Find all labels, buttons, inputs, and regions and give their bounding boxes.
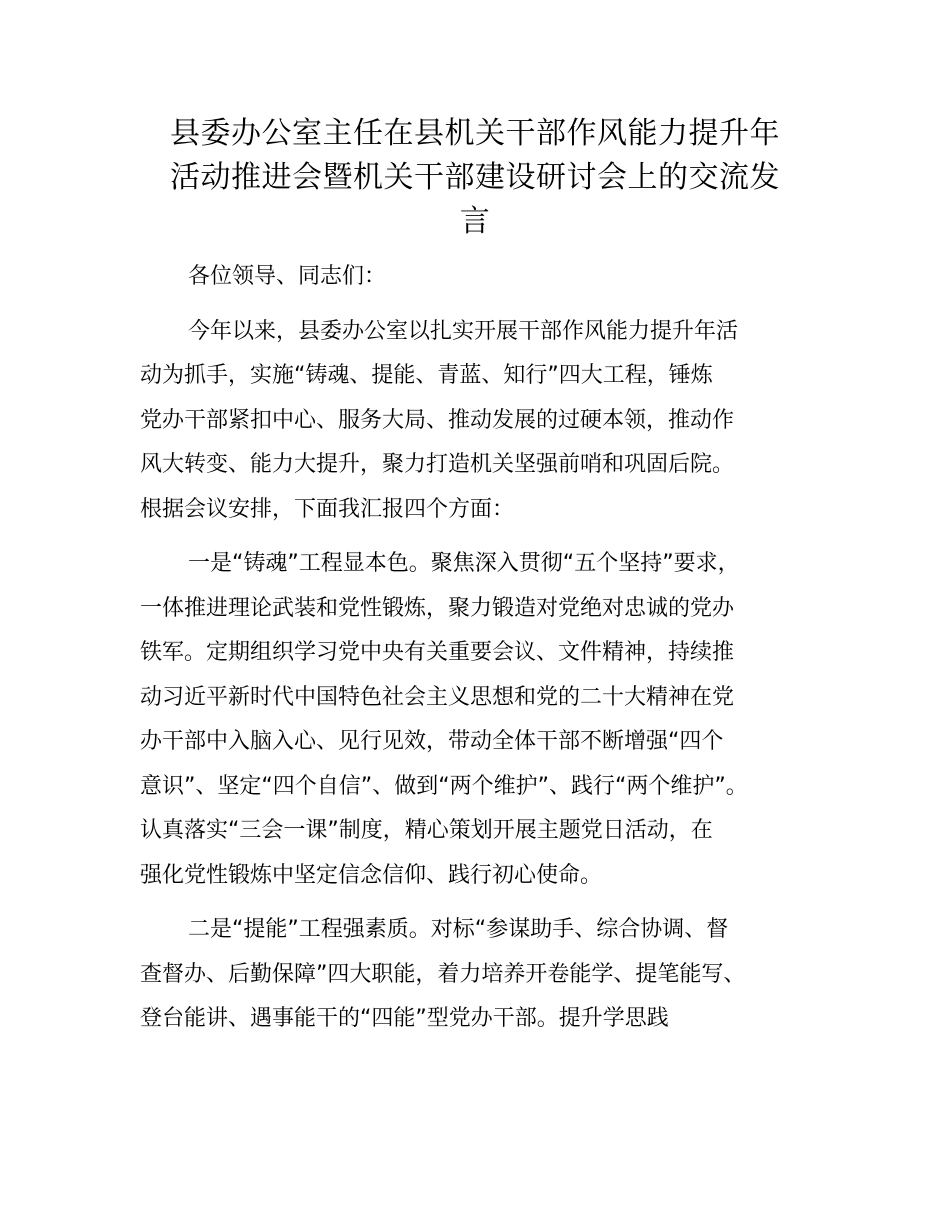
section-two-paragraph [140,908,830,1042]
salutation-paragraph [140,255,830,300]
document-body [140,255,830,1052]
text-line: 办干部中入脑入心、见行见效，带动全体干部不断增强“四个 [140,729,724,754]
text-line: 强化党性锻炼中坚定信念信仰、践行初心使命。 [140,862,603,888]
text-line: 各位领导、同志们： [188,264,387,289]
text-line: 风大转变、能力大提升，聚力打造机关坚强前哨和巩固后院。 [140,452,735,477]
document-title [140,112,810,244]
text-line: 二是“提能”工程强素质。对标“参谋助手、综合协调、督 [188,917,729,942]
text-line: 意识”、坚定“四个自信”、做到“两个维护”、践行“两个维护”。 [140,773,748,799]
title-line: 言 [459,204,491,239]
text-line: 铁军。定期组织学习党中央有关重要会议、文件精神，持续推 [140,640,735,665]
text-line: 动习近平新时代中国特色社会主义思想和党的二十大精神在党 [140,684,735,710]
text-line: 根据会议安排，下面我汇报四个方面： [140,496,515,522]
text-line: 认真落实“三会一课”制度，精心策划开展主题党日活动，在 [140,818,713,843]
text-line: 登台能讲、遇事能干的“四能”型党办干部。提升学思践 [140,1006,669,1031]
text-line: 党办干部紧扣中心、服务大局、推动发展的过硬本领，推动作 [140,407,735,433]
intro-paragraph [140,310,830,533]
text-line: 一体推进理论武装和党性锻炼，聚力锻造对党绝对忠诚的党办 [140,595,735,621]
text-line: 今年以来，县委办公室以扎实开展干部作风能力提升年活 [188,318,739,344]
text-line: 动为抓手，实施“铸魂、提能、青蓝、知行”四大工程，锤炼 [140,363,713,388]
title-line: 县委办公室主任在县机关干部作风能力提升年 [170,116,780,151]
text-line: 查督办、后勤保障”四大职能，着力培养开卷能学、提笔能写、 [140,961,746,987]
text-line: 一是“铸魂”工程显本色。聚焦深入贯彻“五个坚持”要求， [188,551,740,576]
section-one-paragraph [140,542,830,898]
title-line: 活动推进会暨机关干部建设研讨会上的交流发 [170,160,780,195]
